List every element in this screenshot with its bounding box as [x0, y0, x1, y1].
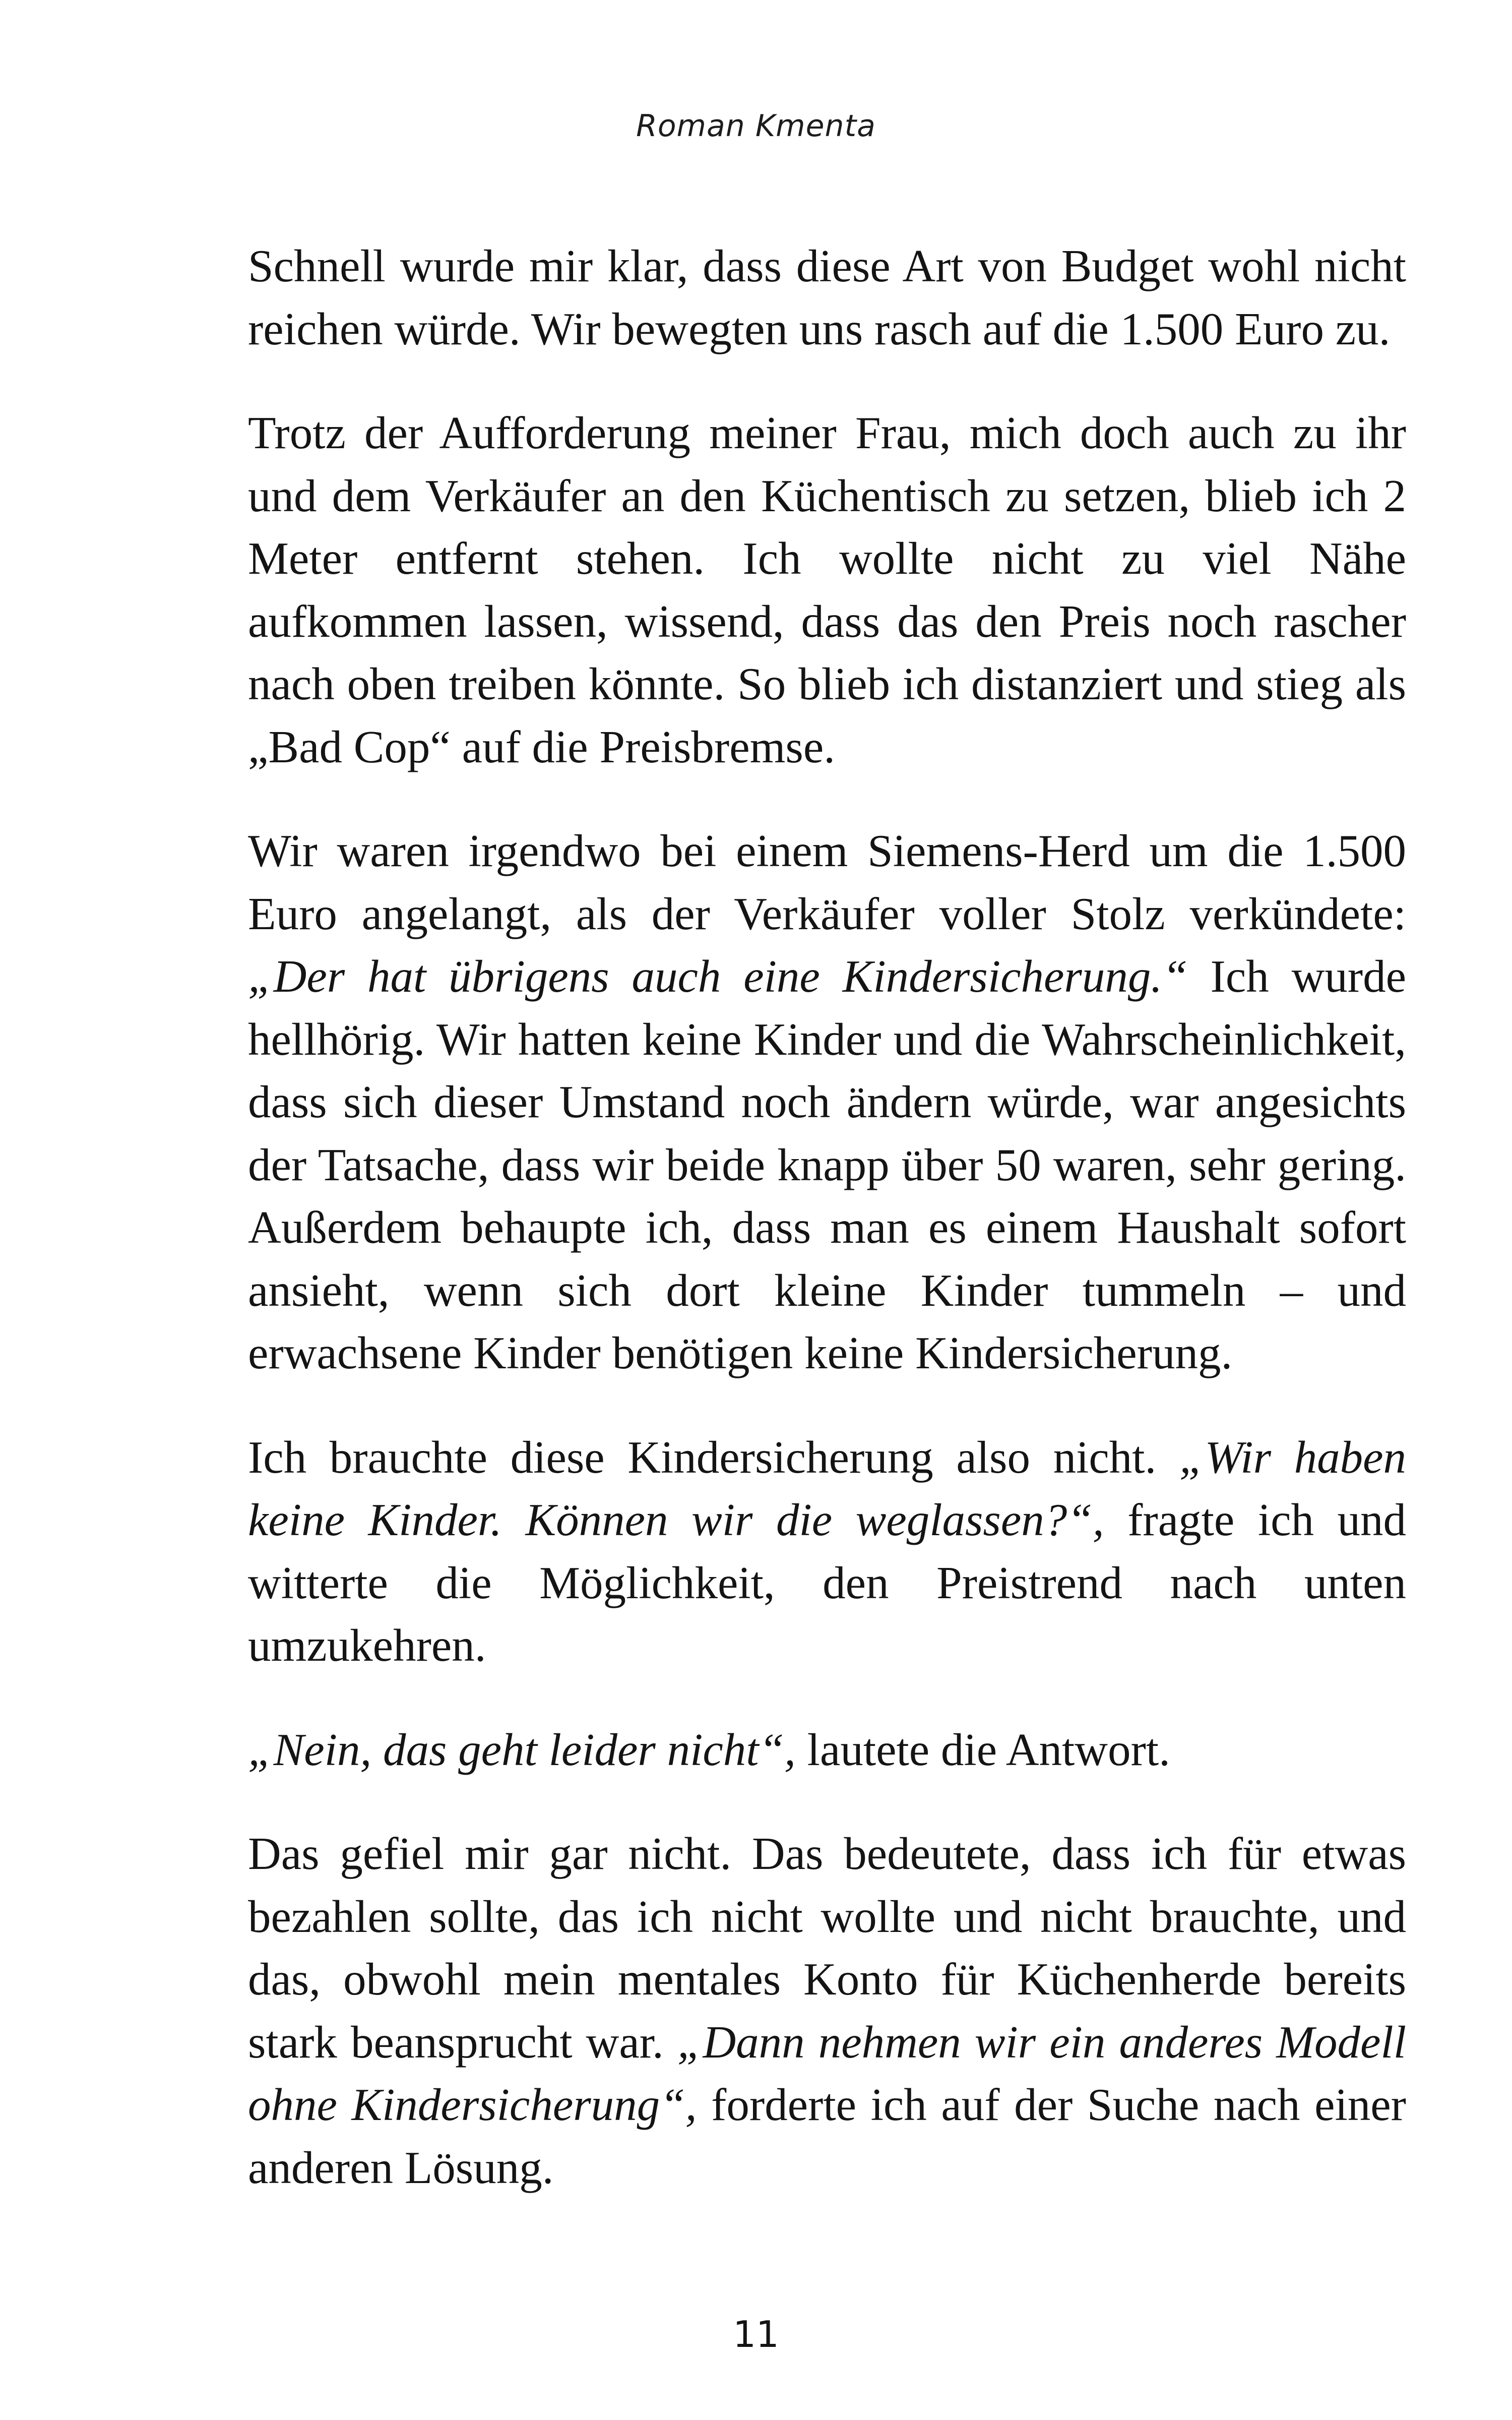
- quoted-speech: „Wir haben keine Kinder. Können wir die weglassen?“,: [248, 1431, 1406, 1545]
- paragraph: [248, 1719, 1406, 1782]
- paragraph: [248, 402, 1406, 778]
- paragraph-text: Ich brauchte diese Kindersicherung also nicht.: [248, 1431, 1179, 1483]
- body-text: [248, 235, 1406, 2199]
- paragraph-text: Schnell wurde mir klar, dass diese Art von Budget wohl nicht reichen würde. Wir bewegten uns rasch auf die 1.500 Euro zu.: [248, 240, 1406, 354]
- paragraph-text: Trotz der Aufforderung meiner Frau, mich doch auch zu ihr und dem Verkäufer an den Küchentisch zu setzen, blieb ich 2 Meter entfernt stehen. Ich wollte nicht zu viel Nähe aufkommen lassen, wissend, dass das den Preis noch rascher nach oben treiben könnte. So blieb ich distanziert und stieg als „Bad Cop“ auf die Preisbremse.: [248, 407, 1406, 772]
- paragraph: [248, 1823, 1406, 2199]
- paragraph-text: Wir waren irgendwo bei einem Siemens-Herd um die 1.500 Euro angelangt, als der Verkäufer voller Stolz verkündete:: [248, 825, 1406, 939]
- paragraph: [248, 820, 1406, 1385]
- paragraph-text: Das gefiel mir gar nicht. Das bedeutete, dass ich für etwas bezahlen sollte, das ich nicht wollte und nicht brauchte, und das, obwohl mein mentales Konto für Küchenherde bereits stark beansprucht war.: [248, 1828, 1406, 2068]
- paragraph-text: fragte ich und witterte die Möglichkeit, den Preistrend nach unten umzukehren.: [248, 1494, 1407, 1671]
- paragraph-text: Ich wurde hellhörig. Wir hatten keine Kinder und die Wahrscheinlichkeit, dass sich dieser Umstand noch ändern würde, war angesichts der Tatsache, dass wir beide knapp über 50 waren, sehr gering. Außerdem behaupte ich, dass man es einem Haushalt sofort ansieht, wenn sich dort kleine Kinder tummeln – und erwachsene Kinder benötigen keine Kindersicherung.: [248, 951, 1407, 1378]
- running-head-author: Roman Kmenta: [636, 108, 876, 144]
- paragraph-text: lautete die Antwort.: [795, 1724, 1170, 1775]
- page-number: 11: [733, 2313, 779, 2355]
- paragraph-text: forderte ich auf der Suche nach einer anderen Lösung.: [248, 2079, 1406, 2193]
- quoted-speech: „Dann nehmen wir ein anderes Modell ohne Kindersicherung“,: [248, 2016, 1406, 2130]
- quoted-speech: „Nein, das geht leider nicht“,: [248, 1724, 796, 1775]
- paragraph: [248, 235, 1406, 360]
- quoted-speech: „Der hat übrigens auch eine Kindersicherung.“: [248, 951, 1188, 1002]
- paragraph: [248, 1426, 1406, 1677]
